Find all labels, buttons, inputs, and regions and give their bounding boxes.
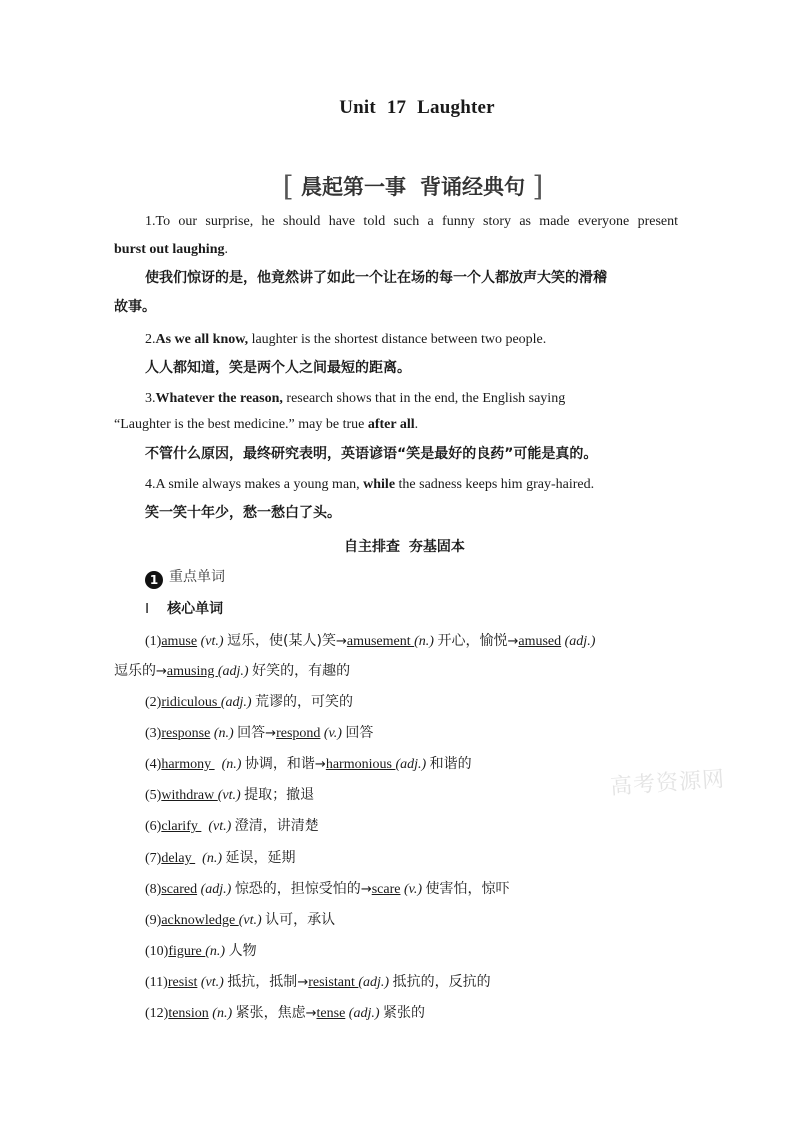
word-entry-11: (11)resist (vt.) 抵抗，抵制→resistant (adj.) 抵抗的，反抗的 xyxy=(145,974,491,990)
sentence-4-english: 4.A smile always makes a young man, while the sadness keeps him gray-haired. xyxy=(145,477,595,492)
word-answer: amusing xyxy=(166,664,218,679)
banner-close-bracket: ] xyxy=(532,170,544,203)
sentence-1-chinese-cont: 故事。 xyxy=(114,299,156,315)
word-answer: harmonious xyxy=(325,757,396,772)
page-title: Unit 17 Laughter xyxy=(339,97,495,118)
arrow-icon: → xyxy=(314,757,326,772)
word-entry-2: (2)ridiculous (adj.) 荒谬的，可笑的 xyxy=(145,694,354,710)
word-entry-10: (10)figure (n.) 人物 xyxy=(145,943,257,959)
word-answer: respond xyxy=(276,726,321,741)
word-answer: resist xyxy=(167,975,198,990)
banner-text-1: 晨起第一事 xyxy=(301,175,406,199)
section-banner xyxy=(268,170,558,203)
banner-text-2: 背诵经典句 xyxy=(420,175,525,199)
word-entry-4: (4)harmony (n.) 协调，和谐→harmonious (adj.) 和谐的 xyxy=(145,756,472,772)
word-answer: amused xyxy=(518,634,562,649)
sentence-1-english: 1.To our surprise, he should have told such a funny story as made everyone present xyxy=(145,214,678,229)
word-answer: ridiculous xyxy=(161,695,221,710)
sentence-4-chinese: 笑一笑十年少，愁一愁白了头。 xyxy=(145,505,341,521)
section-title: 自主排查 夯基固本 xyxy=(344,539,465,555)
sentence-3-english: 3.Whatever the reason, research shows that in the end, the English saying xyxy=(145,391,566,406)
word-entry-12: (12)tension (n.) 紧张，焦虑→tense (adj.) 紧张的 xyxy=(145,1005,425,1021)
word-answer: amuse xyxy=(161,634,198,649)
subpart-label: 核心单词 xyxy=(167,601,224,617)
arrow-icon: → xyxy=(265,726,277,741)
word-answer: scared xyxy=(161,882,198,897)
sentence-3-english-cont: “Laughter is the best medicine.” may be true after all. xyxy=(114,417,419,432)
word-entry-3: (3)response (n.) 回答→respond (v.) 回答 xyxy=(145,725,374,741)
word-answer: tense xyxy=(316,1006,346,1021)
arrow-icon: → xyxy=(507,634,519,649)
word-entry-8: (8)scared (adj.) 惊恐的，担惊受怕的→scare (v.) 使害怕，惊吓 xyxy=(145,881,510,897)
arrow-icon: → xyxy=(297,975,309,990)
word-answer: figure xyxy=(168,944,206,959)
arrow-icon: → xyxy=(156,664,167,679)
word-answer: response xyxy=(161,726,211,741)
word-answer: withdraw xyxy=(161,788,218,803)
word-answer: acknowledge xyxy=(161,913,239,928)
sentence-2-english: 2.As we all know, laughter is the shortest distance between two people. xyxy=(145,332,547,347)
word-entry-6: (6)clarify (vt.) 澄清，讲清楚 xyxy=(145,818,319,834)
arrow-icon: → xyxy=(335,634,347,649)
word-answer: harmony xyxy=(161,757,215,772)
arrow-icon: → xyxy=(360,882,372,897)
word-entry-7: (7)delay (n.) 延误，延期 xyxy=(145,850,296,866)
part-heading xyxy=(145,567,678,589)
word-entry-1-cont: 逗乐的→amusing (adj.) 好笑的，有趣的 xyxy=(114,663,351,679)
word-answer: tension xyxy=(168,1006,209,1021)
word-entry-9: (9)acknowledge (vt.) 认可，承认 xyxy=(145,912,336,928)
number-badge: 1 xyxy=(145,571,163,589)
watermark: 高考资源网 xyxy=(609,767,726,800)
word-answer: scare xyxy=(371,882,401,897)
word-answer: clarify xyxy=(161,819,202,834)
sentence-1-chinese: 使我们惊讶的是，他竟然讲了如此一个让在场的每一个人都放声大笑的滑稽 xyxy=(145,270,607,286)
sentence-3-chinese: 不管什么原因，最终研究表明，英语谚语“笑是最好的良药”可能是真的。 xyxy=(145,446,598,462)
subpart-heading xyxy=(145,599,678,620)
arrow-icon: → xyxy=(305,1006,317,1021)
word-answer: delay xyxy=(161,851,196,866)
part-label: 重点单词 xyxy=(169,569,225,585)
word-answer: resistant xyxy=(308,975,359,990)
sentence-2-chinese: 人人都知道，笑是两个人之间最短的距离。 xyxy=(145,360,411,376)
banner-open-bracket: [ xyxy=(282,170,294,203)
word-entry-1: (1)amuse (vt.) 逗乐，使(某人)笑→amusement (n.) 开心，愉悦→amused (adj.) xyxy=(145,633,596,649)
sentence-1-english-cont: burst out laughing. xyxy=(114,242,228,257)
word-entry-5: (5)withdraw (vt.) 提取；撤退 xyxy=(145,787,315,803)
roman-numeral: Ⅰ xyxy=(145,602,150,617)
word-answer: amusement xyxy=(346,634,415,649)
